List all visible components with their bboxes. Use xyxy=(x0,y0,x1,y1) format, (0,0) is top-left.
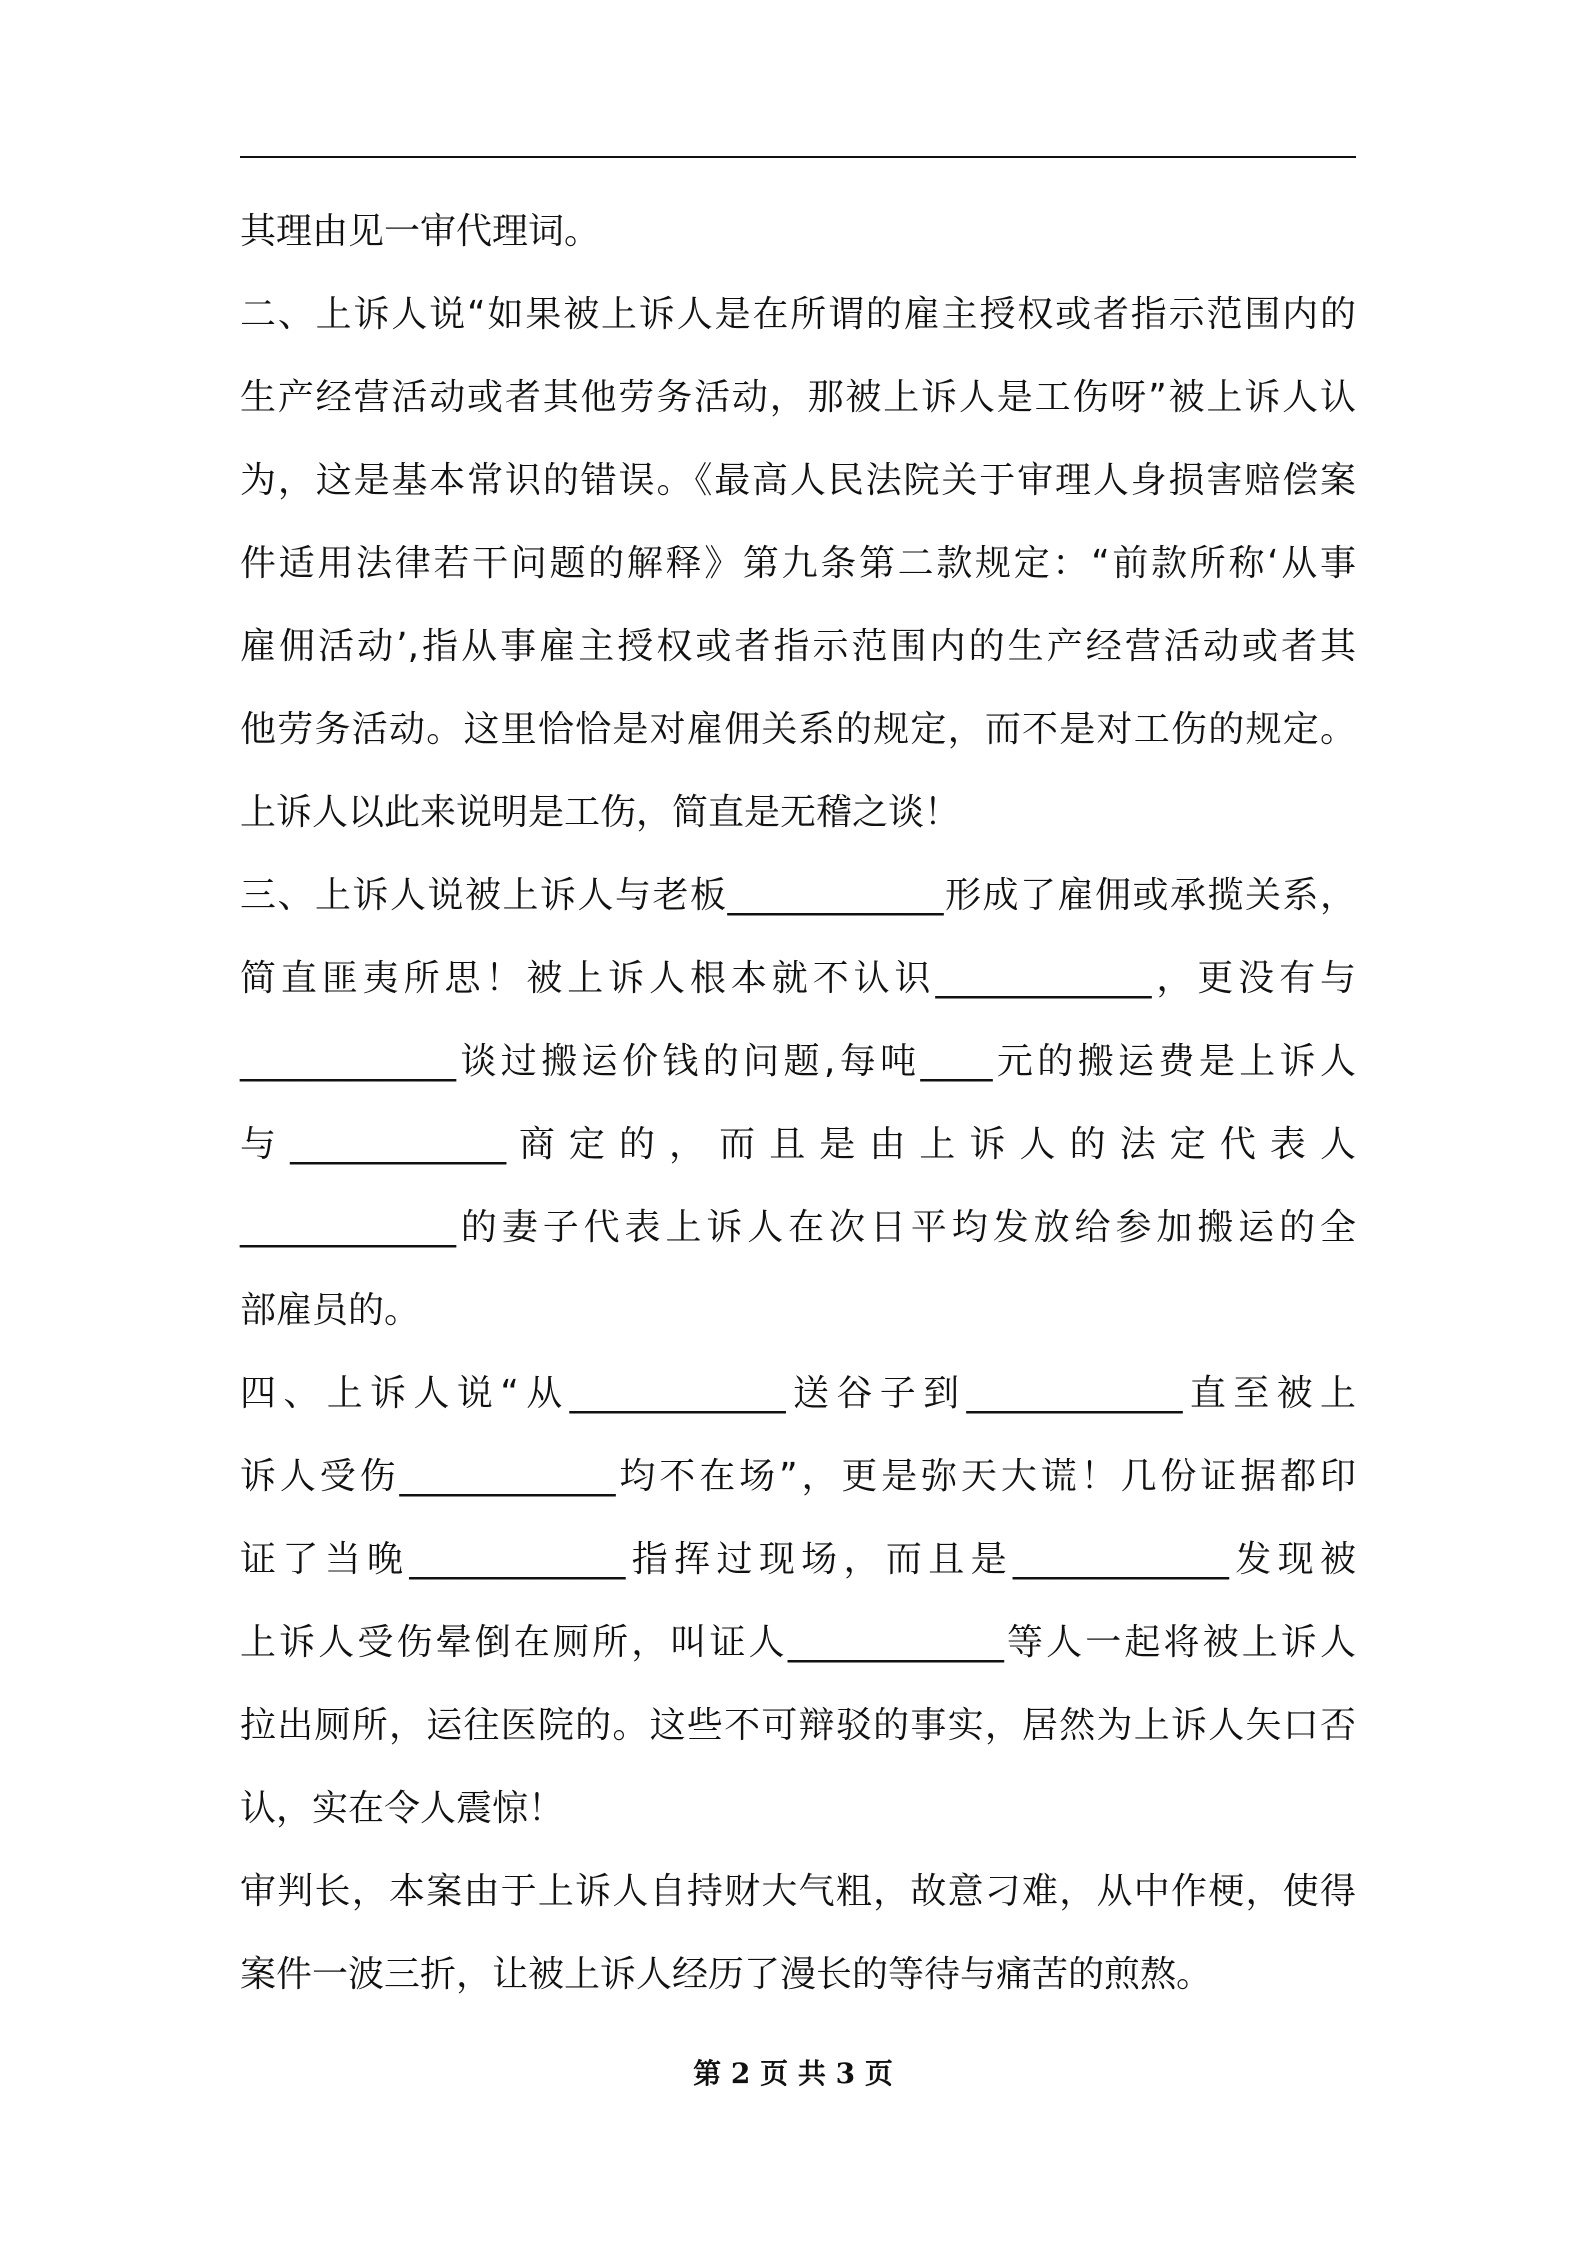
text-line-13: ____________的妻子代表上诉人在次日平均发放给参加搬运的全 xyxy=(240,1207,1356,1248)
text-line-2: 二、上诉人说“如果被上诉人是在所谓的雇主授权或者指示范围内的 xyxy=(240,294,1356,335)
text-line-16: 诉人受伤____________均不在场”，更是弥天大谎！几份证据都印 xyxy=(240,1456,1356,1497)
text-line-14: 部雇员的。 xyxy=(240,1290,421,1331)
text-line-7: 他劳务活动。这里恰恰是对雇佣关系的规定，而不是对工伤的规定。 xyxy=(240,709,1356,750)
document-body xyxy=(240,190,1356,2016)
text-line-22: 案件一波三折，让被上诉人经历了漫长的等待与痛苦的煎熬。 xyxy=(240,1954,1213,1995)
text-line-6: 雇佣活动’,指从事雇主授权或者指示范围内的生产经营活动或者其 xyxy=(240,626,1356,667)
page-number-footer: 第 2 页 共 3 页 xyxy=(693,2057,893,2090)
text-line-15: 四、上诉人说“从____________送谷子到____________直至被上 xyxy=(240,1373,1356,1414)
text-line-8: 上诉人以此来说明是工伤，简直是无稽之谈！ xyxy=(240,792,961,833)
text-line-10: 简直匪夷所思！被上诉人根本就不认识____________，更没有与 xyxy=(240,958,1356,999)
text-line-18: 上诉人受伤晕倒在厕所，叫证人____________等人一起将被上诉人 xyxy=(240,1622,1356,1663)
text-line-9: 三、上诉人说被上诉人与老板____________形成了雇佣或承揽关系， xyxy=(240,875,1356,916)
text-line-5: 件适用法律若干问题的解释》第九条第二款规定：“前款所称‘从事 xyxy=(240,543,1356,584)
text-line-3: 生产经营活动或者其他劳务活动，那被上诉人是工伤呀”被上诉人认 xyxy=(240,377,1356,418)
text-line-1: 其理由见一审代理词。 xyxy=(240,211,601,252)
text-line-21: 审判长，本案由于上诉人自持财大气粗，故意刁难，从中作梗，使得 xyxy=(240,1871,1356,1912)
text-line-4: 为，这是基本常识的错误。《最高人民法院关于审理人身损害赔偿案 xyxy=(240,460,1356,501)
text-line-12: 与 ____________ 商 定 的 ， 而 且 是 由 上 诉 人 的 法 定 代 表 人 xyxy=(240,1124,1356,1165)
text-line-19: 拉出厕所，运往医院的。这些不可辩驳的事实，居然为上诉人矢口否 xyxy=(240,1705,1356,1746)
text-line-11: ____________谈过搬运价钱的问题,每吨____元的搬运费是上诉人 xyxy=(240,1041,1356,1082)
text-line-20: 认，实在令人震惊！ xyxy=(240,1788,565,1829)
header-rule xyxy=(240,156,1356,158)
text-line-17: 证了当晚____________指挥过现场，而且是____________发现被 xyxy=(240,1539,1356,1580)
